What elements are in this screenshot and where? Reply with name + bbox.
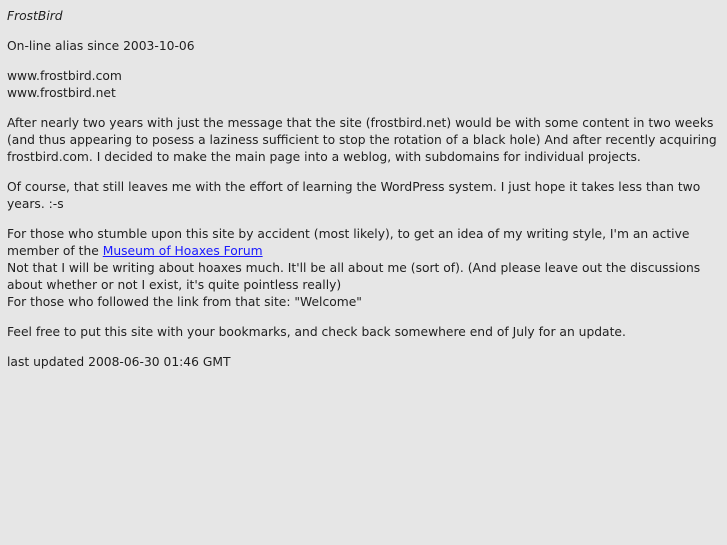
- intro-paragraph: After nearly two years with just the message that the site (frostbird.net) would be with some content in two weeks (and thus appearing to posess a laziness sufficient to stop the rotation of a black hole) And after recently acquiring frostbird.com. I decided to make the main page into a weblog, with subdomains for individual projects.: [7, 116, 717, 164]
- bookmarks-paragraph: Feel free to put this site with your bookmarks, and check back somewhere end of July for an update.: [7, 325, 626, 339]
- last-updated: last updated 2008-06-30 01:46 GMT: [7, 355, 231, 369]
- hoaxes-lead-text: For those who stumble upon this site by accident (most likely), to get an idea of my writing style, I'm an active member of the: [7, 227, 690, 258]
- domains-block: [7, 68, 727, 102]
- domain-com: www.frostbird.com: [7, 69, 122, 83]
- museum-of-hoaxes-link[interactable]: Museum of Hoaxes Forum: [102, 244, 263, 258]
- wordpress-paragraph: Of course, that still leaves me with the effort of learning the WordPress system. I just hope it takes less than two years. :-s: [7, 180, 701, 211]
- hoaxes-line-2: Not that I will be writing about hoaxes much. It'll be all about me (sort of). (And please leave out the discussions about whether or not I exist, it's quite pointless really): [7, 261, 701, 292]
- hoaxes-paragraph: [7, 226, 727, 311]
- alias-line: On-line alias since 2003-10-06: [7, 39, 195, 53]
- site-title: FrostBird: [7, 9, 63, 23]
- hoaxes-line-3: For those who followed the link from that site: "Welcome": [7, 295, 362, 309]
- domain-net: www.frostbird.net: [7, 86, 116, 100]
